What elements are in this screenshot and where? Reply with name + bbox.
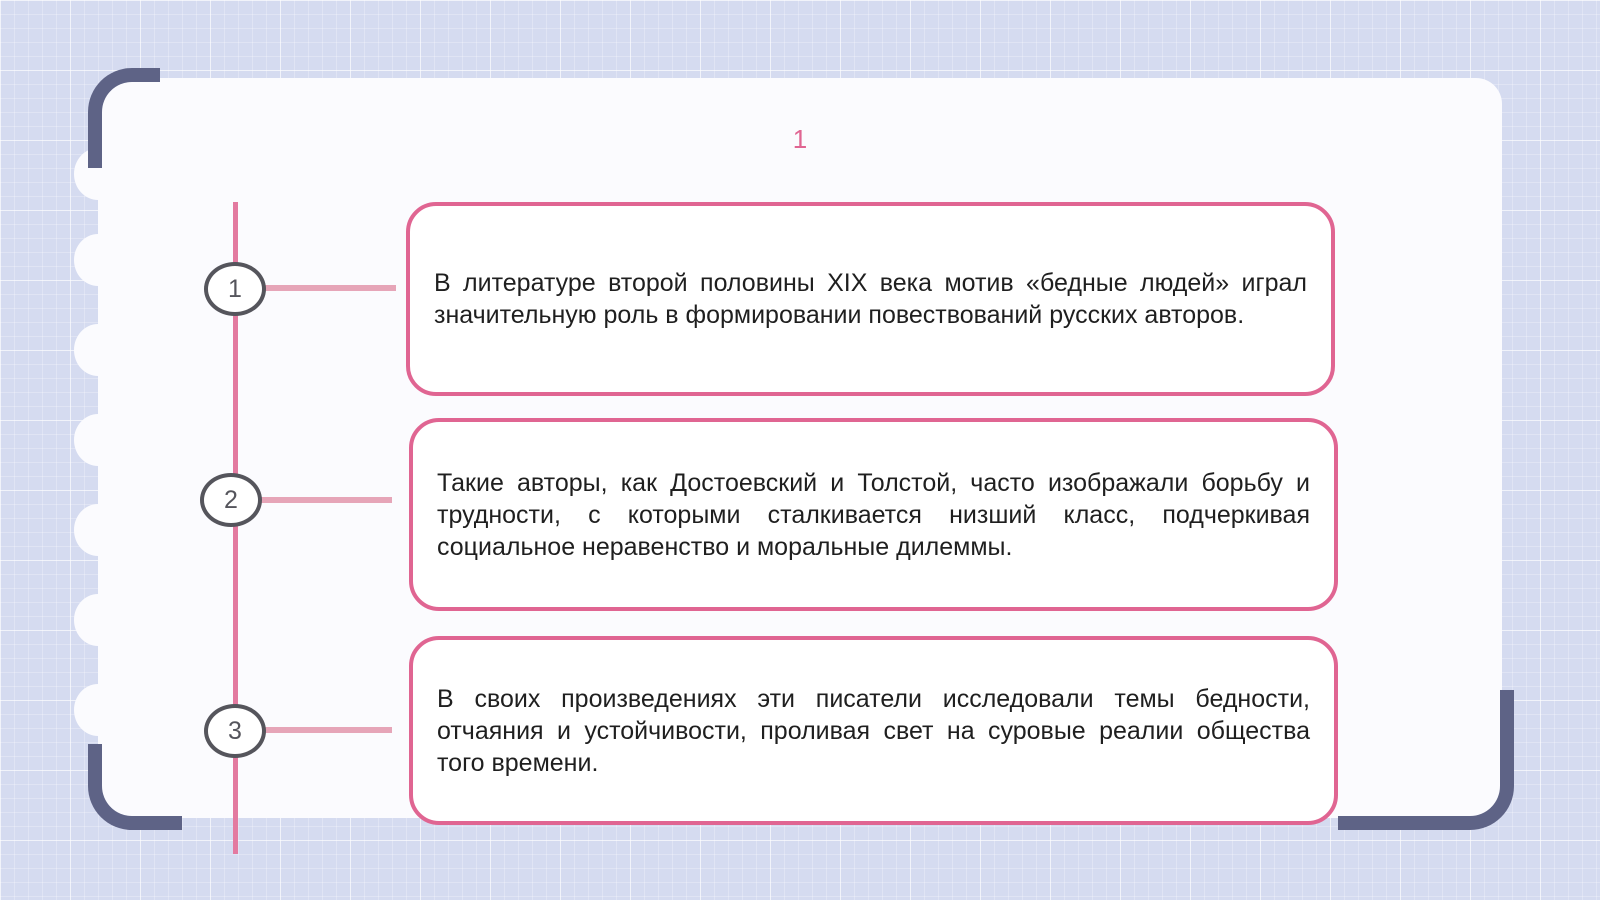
step-text: В литературе второй половины XIX века мотив «бедные людей» играл значительную роль в формировании повествований русских авторов. xyxy=(434,269,1307,329)
step-text: Такие авторы, как Достоевский и Толстой, часто изображали борьбу и трудности, с которыми сталкивается низший класс, подчеркивая социальное неравенство и моральные дилеммы. xyxy=(437,468,1310,561)
card-scallop xyxy=(74,414,122,466)
step-text: В своих произведениях эти писатели исследовали темы бедности, отчаяния и устойчивости, проливая свет на суровые реалии общества того времени. xyxy=(437,684,1310,777)
card-scallop xyxy=(74,504,122,556)
step-card xyxy=(406,202,1335,396)
card-scallop xyxy=(74,594,122,646)
timeline-connector xyxy=(264,727,392,733)
step-number-badge: 1 xyxy=(204,262,266,316)
step-number-badge: 2 xyxy=(200,473,262,527)
step-number-badge: 3 xyxy=(204,704,266,758)
timeline-connector xyxy=(264,285,396,291)
page-number: 1 xyxy=(792,124,808,154)
card-scallop xyxy=(74,324,122,376)
timeline-connector xyxy=(260,497,392,503)
corner-bracket-top-left xyxy=(88,68,160,168)
step-card xyxy=(409,418,1338,611)
corner-bracket-bottom-right xyxy=(1338,690,1514,830)
card-scallop xyxy=(74,234,122,286)
step-card xyxy=(409,636,1338,825)
card-scallop xyxy=(74,684,122,736)
corner-bracket-bottom-left xyxy=(88,744,182,830)
